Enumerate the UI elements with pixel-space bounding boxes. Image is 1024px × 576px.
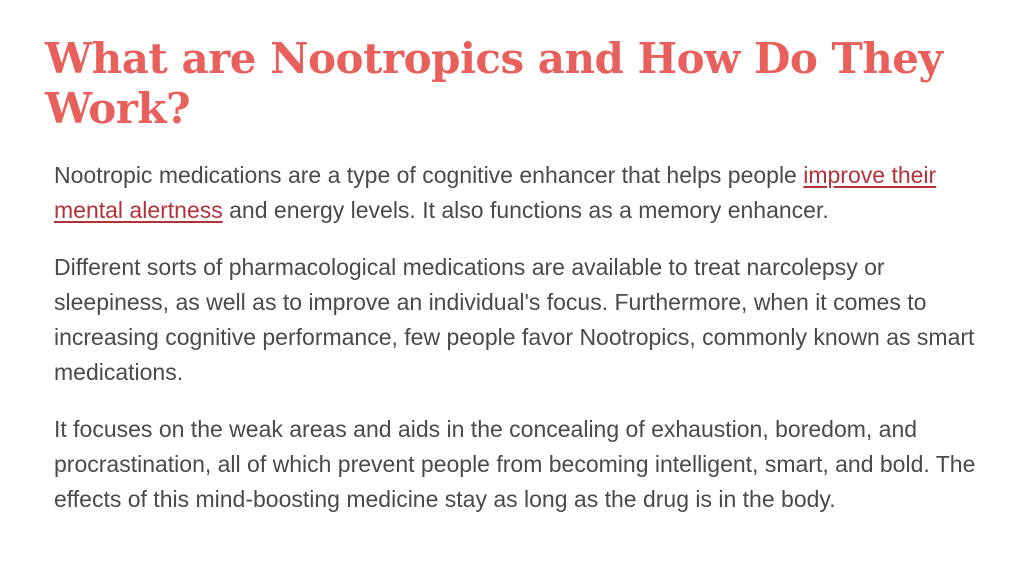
mental-alertness-link[interactable]: improve their mental alertness xyxy=(54,162,937,223)
paragraph-intro xyxy=(54,158,984,228)
page-title: What are Nootropics and How Do They Work? xyxy=(45,34,943,133)
paragraph-medications: Different sorts of pharmacological medications are available to treat narcolepsy or sleepiness, as well as to improve an individual's focus. Furthermore, when it comes to increasing cognitive performance, few people favor Nootropics, commonly known as smart medications. xyxy=(54,254,975,385)
paragraph-intro-text-before: Nootropic medications are a type of cognitive enhancer that helps people xyxy=(54,162,804,188)
paragraph-intro-text-after: and energy levels. It also functions as a memory enhancer. xyxy=(222,197,829,223)
slide-body xyxy=(54,158,984,539)
paragraph-effects: It focuses on the weak areas and aids in the concealing of exhaustion, boredom, and procrastination, all of which prevent people from becoming intelligent, smart, and bold. The effects of this mind-boosting medicine stay as long as the drug is in the body. xyxy=(54,416,976,512)
